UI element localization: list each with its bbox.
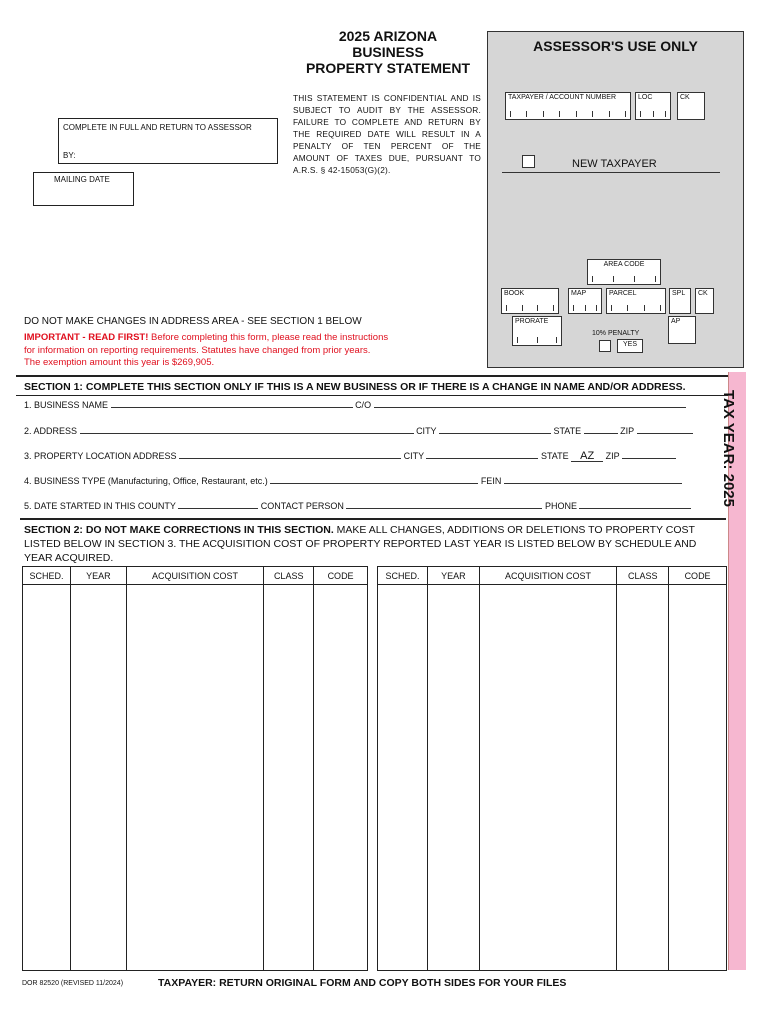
- phone-label: PHONE: [544, 501, 577, 511]
- penalty-checkbox[interactable]: [599, 340, 611, 352]
- area-code-box[interactable]: [587, 259, 661, 285]
- col-year: YEAR: [70, 567, 126, 585]
- prorate-label: PRORATE: [515, 318, 549, 325]
- business-type-row: [24, 474, 682, 486]
- important-text: Before completing this form, please read the instructions: [148, 332, 389, 343]
- section-2-heading: SECTION 2: DO NOT MAKE CORRECTIONS IN THIS SECTION.: [24, 524, 334, 536]
- state2-label: STATE: [540, 451, 569, 461]
- book-box[interactable]: [501, 288, 559, 314]
- business-type-label: 4. BUSINESS TYPE (Manufacturing, Office, Restaurant, etc.): [24, 476, 268, 486]
- ap-box[interactable]: [668, 316, 696, 344]
- acquisition-cost-cell[interactable]: [126, 585, 264, 971]
- taxpayer-account-label: TAXPAYER / ACCOUNT NUMBER: [508, 94, 616, 101]
- business-name-label: 1. BUSINESS NAME: [24, 400, 109, 410]
- assessor-heading: ASSESSOR'S USE ONLY: [533, 38, 698, 54]
- return-to-assessor-box: [58, 118, 278, 164]
- mailing-date-label: MAILING DATE: [54, 175, 110, 184]
- prorate-box[interactable]: [512, 316, 562, 346]
- ap-label: AP: [671, 318, 681, 325]
- mailing-date-box[interactable]: [33, 172, 134, 206]
- loc-label: LOC: [638, 94, 653, 101]
- title-line-1: 2025 ARIZONA: [338, 28, 438, 44]
- confidential-notice: THIS STATEMENT IS CONFIDENTIAL AND IS SUBJECT TO AUDIT BY THE ASSESSOR. FAILURE TO COMPLETE AND RETURN BY THE REQUIRED DATE WILL RESULT IN A PENALTY OF TEN PERCENT OF THE AMOUNT OF TAXES DUE, PURSUANT TO A.R.S. § 42-15053(G)(2).: [293, 93, 481, 175]
- city2-label: CITY: [403, 451, 424, 461]
- fein-field[interactable]: [504, 474, 682, 484]
- loc-box[interactable]: [635, 92, 671, 120]
- acquisition-cost-cell[interactable]: [479, 585, 617, 971]
- year-cell[interactable]: [70, 585, 126, 971]
- area-code-label: AREA CODE: [603, 261, 645, 268]
- section-1: [16, 375, 728, 396]
- assessor-use-panel: [487, 31, 744, 368]
- code-cell[interactable]: [669, 585, 727, 971]
- book-label: BOOK: [504, 290, 525, 297]
- zip2-field[interactable]: [622, 449, 676, 459]
- section-2-text: MAKE ALL CHANGES, ADDITIONS OR DELETIONS TO PROPERTY COST LISTED BELOW IN SECTION 3. THE ACQUISITION COST OF PROPERTY REPORTED LAST YEAR IS LISTED BELOW BY SCHEDULE AND YEAR ACQUIRED.: [24, 524, 697, 564]
- col-sched: SCHED.: [23, 567, 71, 585]
- penalty-label: 10% PENALTY: [592, 330, 640, 337]
- col-code: CODE: [314, 567, 368, 585]
- col-year: YEAR: [427, 567, 479, 585]
- col-class: CLASS: [264, 567, 314, 585]
- fein-label: FEIN: [480, 476, 502, 486]
- complete-label: COMPLETE IN FULL AND RETURN TO ASSESSOR: [63, 123, 252, 132]
- col-acquisition-cost: ACQUISITION COST: [126, 567, 264, 585]
- map-label: MAP: [571, 290, 587, 297]
- new-taxpayer-checkbox[interactable]: [522, 155, 535, 168]
- divider: [502, 172, 720, 173]
- no-changes-notice: DO NOT MAKE CHANGES IN ADDRESS AREA - SEE SECTION 1 BELOW: [24, 316, 362, 327]
- sched-cell[interactable]: [23, 585, 71, 971]
- property-location-field[interactable]: [179, 449, 401, 459]
- tax-year-label: TAX YEAR: 2025: [720, 390, 737, 507]
- zip2-label: ZIP: [605, 451, 620, 461]
- zip-field[interactable]: [637, 424, 693, 434]
- section-1-heading: SECTION 1: COMPLETE THIS SECTION ONLY IF THIS IS A NEW BUSINESS OR IF THERE IS A CHANGE IN NAME AND/OR ADDRESS.: [16, 375, 728, 396]
- col-sched: SCHED.: [378, 567, 428, 585]
- state2-field[interactable]: AZ: [571, 450, 603, 462]
- cost-table-right: [377, 566, 727, 971]
- contact-person-label: CONTACT PERSON: [260, 501, 344, 511]
- ck-label: CK: [680, 94, 690, 101]
- spl-label: SPL: [672, 290, 686, 297]
- class-cell[interactable]: [617, 585, 669, 971]
- zip-label: ZIP: [620, 426, 634, 436]
- business-name-field[interactable]: [111, 398, 353, 408]
- by-label: BY:: [63, 151, 76, 160]
- year-cell[interactable]: [427, 585, 479, 971]
- address-label: 2. ADDRESS: [24, 426, 78, 436]
- return-note: TAXPAYER: RETURN ORIGINAL FORM AND COPY BOTH SIDES FOR YOUR FILES: [158, 977, 567, 989]
- date-started-label: 5. DATE STARTED IN THIS COUNTY: [24, 501, 176, 511]
- co-label: C/O: [355, 400, 372, 410]
- spl-box[interactable]: [669, 288, 691, 314]
- col-acquisition-cost: ACQUISITION COST: [479, 567, 617, 585]
- business-type-field[interactable]: [270, 474, 478, 484]
- city2-field[interactable]: [426, 449, 538, 459]
- col-class: CLASS: [617, 567, 669, 585]
- ck2-box[interactable]: [695, 288, 714, 314]
- sched-cell[interactable]: [378, 585, 428, 971]
- new-taxpayer-label: NEW TAXPAYER: [572, 158, 657, 170]
- important-notice: [24, 332, 474, 370]
- taxpayer-account-box[interactable]: [505, 92, 631, 120]
- city-label: CITY: [416, 426, 437, 436]
- important-line-2: for information on reporting requirements. Statutes have changed from prior years.: [24, 344, 371, 356]
- state-label: STATE: [553, 426, 582, 436]
- property-location-row: [24, 449, 676, 462]
- form-id: DOR 82520 (REVISED 11/2024): [22, 980, 124, 987]
- date-started-row: [24, 499, 691, 511]
- address-field[interactable]: [80, 424, 414, 434]
- code-cell[interactable]: [314, 585, 368, 971]
- important-heading: IMPORTANT - READ FIRST!: [24, 332, 149, 343]
- class-cell[interactable]: [264, 585, 314, 971]
- address-row: [24, 424, 693, 436]
- business-name-row: [24, 398, 686, 410]
- date-started-field[interactable]: [178, 499, 258, 509]
- parcel-label: PARCEL: [609, 290, 637, 297]
- exemption-amount: The exemption amount this year is $269,905.: [24, 357, 215, 368]
- ck-box[interactable]: [677, 92, 705, 120]
- ck2-label: CK: [698, 290, 708, 297]
- contact-person-field[interactable]: [346, 499, 542, 509]
- co-field[interactable]: [374, 398, 686, 408]
- city-field[interactable]: [439, 424, 551, 434]
- table-body-row: [23, 585, 368, 971]
- property-location-label: 3. PROPERTY LOCATION ADDRESS: [24, 451, 177, 461]
- section-2: [20, 518, 726, 565]
- yes-label: YES: [617, 339, 643, 353]
- parcel-box[interactable]: [606, 288, 666, 314]
- col-code: CODE: [669, 567, 727, 585]
- phone-field[interactable]: [579, 499, 691, 509]
- table-body-row: [378, 585, 727, 971]
- title-line-3: PROPERTY STATEMENT: [305, 60, 471, 76]
- map-box[interactable]: [568, 288, 602, 314]
- state-field[interactable]: [584, 424, 618, 434]
- title-line-2: BUSINESS: [352, 44, 424, 60]
- cost-table-left: [22, 566, 368, 971]
- form-title: [288, 28, 488, 76]
